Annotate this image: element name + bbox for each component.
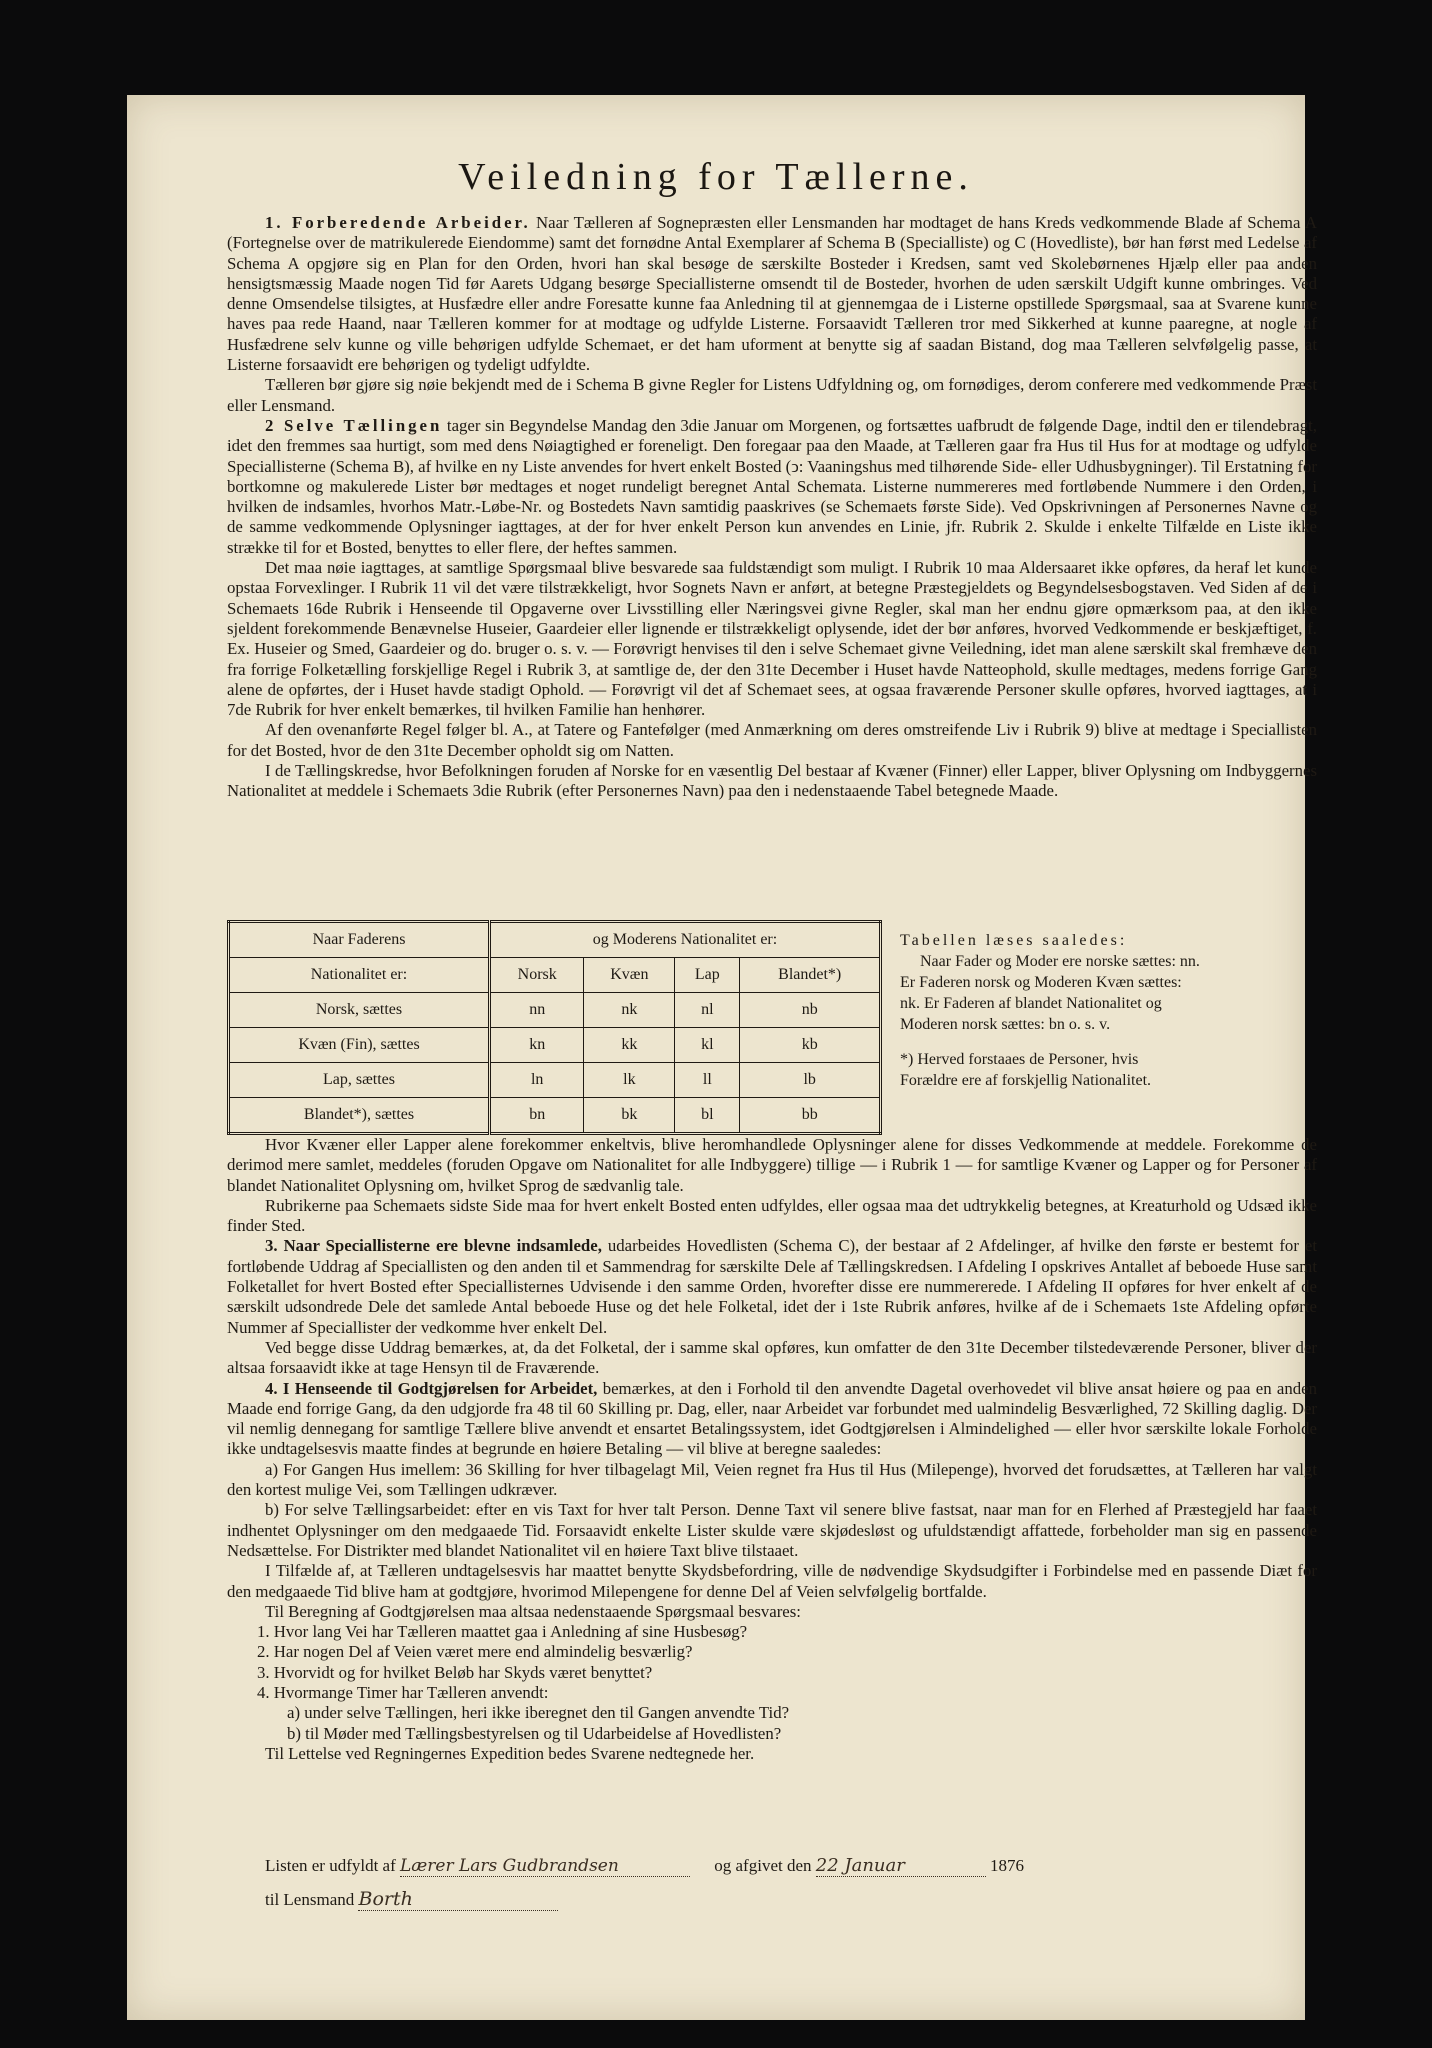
table-row-label: Kvæn (Fin), sættes	[229, 1028, 490, 1063]
table-col-header: Norsk	[490, 958, 584, 993]
nationality-table	[227, 920, 882, 1135]
table-explanation	[900, 930, 1200, 1091]
section-4-text2: I Tilfælde af, at Tælleren undtagelsesvis har maattet benytte Skydsbefordring, ville de nødvendige Skydsudgifter i Forbindelse med en passende Diæt for den medgaaede Tid blive ham at godtgjøre, hvorimod Milepengene for denne Del af Veien selvfølgelig bortfalde.	[227, 1561, 1317, 1601]
section-2-text: tager sin Begyndelse Mandag den 3die Januar om Morgenen, og fortsættes uafbrudt de følgende Dage, indtil den er tilendebragt, idet den fremmes saa hurtigt, som med dens Nøiagtighed er foreneligt. Den foregaar paa den Maade, at Tælleren gaar fra Hus til Hus for at modtage og udfylde Speciallisterne (Schema B), af hvilke en ny Liste anvendes for hvert enkelt Bosted (ↄ: Vaaningshus med tilhørende Side- eller Udhusbygninger). Til Erstatning for bortkomne og makulerede Lister bør medtages et noget rundeligt beregnet Antal Schemata. Listerne nummereres med fortløbende Nummere i den Orden, i hvilken de indsamles, hvorhos Matr.-Løbe-Nr. og Bostedets Navn samtidig paaskrives (se Schemaets første Side). Ved Opskrivningen af Personernes Navne og de samme vedkommende Oplysninger iagttages, at der for hver enkelt Person kun anvendes en Linie, jfr. Rubrik 2. Skulde i enkelte Tilfælde en Liste ikke strække til for et Bosted, benyttes to eller flere, der heftes sammen.	[227, 415, 1317, 557]
table-col-header: Kvæn	[584, 958, 675, 993]
body-text	[227, 213, 1317, 802]
section-4-text: bemærkes, at den i Forhold til den anvendte Dagetal overhovedet vil blive ansat høiere og paa en anden Maade end forrige Gang, da den udgjorde fra 48 til 60 Skilling pr. Dag, eller, naar Arbeidet var forbundet med ualmindelig Besværlighed, 72 Skilling daglig. Der vil nemlig dennegang for samtlige Tællere blive anvendt et ensartet Betalingssystem, idet Godtgjørelsen i Almindelighed — eller hvor særskilte lokale Forholde ikke undtagelsesvis maatte findes at begrunde en høiere Betaling — vil blive at beregne saaledes:	[227, 1378, 1317, 1459]
document-page	[127, 95, 1317, 2020]
section-2-text3: Af den ovenanførte Regel følger bl. A., at Tatere og Fantefølger (med Anmærkning om deres omstreifende Liv i Rubrik 9) blive at medtage i Speciallisten for det Bosted, hvor de den 31te December opholdt sig om Natten.	[227, 720, 1317, 760]
table-cell: kb	[740, 1028, 881, 1063]
table-cell: bk	[584, 1098, 675, 1134]
section-4-a: a) For Gangen Hus imellem: 36 Skilling for hver tilbagelagt Mil, Veien regnet fra Hus til Hus (Milepenge), hvorved det forudsættes, at Tælleren har valgt den kortest mulige Vei, som Tællingen udkræver.	[227, 1459, 1317, 1500]
table-cell: nb	[740, 993, 881, 1028]
lensmand-label: til Lensmand	[265, 1890, 355, 1909]
table-col-header: Lap	[675, 958, 740, 993]
body-text-lower	[227, 1135, 1317, 1764]
table-cell: ln	[490, 1063, 584, 1098]
table-row-label: Lap, sættes	[229, 1063, 490, 1098]
section-2-heading: 2 Selve Tællingen	[265, 415, 443, 435]
afgivet-label: og afgivet den	[714, 1856, 812, 1875]
table-row	[229, 1098, 881, 1134]
year: 1876	[990, 1856, 1025, 1875]
section-2-text4: I de Tællingskredse, hvor Befolkningen foruden af Norske for en væsentlig Del bestaar af Kvæner (Finner) eller Lapper, bliver Oplysning om Indbyggernes Nationalitet at meddele i Schemaets 3die Rubrik (efter Personernes Navn) paa den i nedenstaaende Tabel betegnede Maade.	[227, 761, 1317, 801]
page-title: Veiledning for Tællerne.	[458, 156, 974, 198]
section-2-text2: Det maa nøie iagttages, at samtlige Spørgsmaal blive besvarede saa fuldstændigt som muligt. I Rubrik 10 maa Aldersaaret ikke opføres, da heraf let kunde opstaa Forvexlinger. I Rubrik 11 vil det være tilstrækkeligt, hvor Sognets Navn er anført, at betegne Præstegjeldets og Begyndelsesbogstaven. Ved Siden af de i Schemaets 16de Rubrik i Henseende til Opgaverne over Livsstilling eller Næringsvei givne Regler, skal man her endnu gjøre opmærksom paa, at den ikke sjeldent forekommende Benævnelse Huseier, Gaardeier eller lignende er tilstrækkeligt oplysende, idet der bør anføres, hvorved Vedkommende er beskjæftiget, f. Ex. Huseier og Smed, Gaardeier og do. bruger o. s. v. — Forøvrigt henvises til den i selve Schemaet givne Veiledning, idet man alene særskilt skal fremhæve den fra forrige Folketælling forskjellige Regel i Rubrik 3, at samtlige de, der den 31te December i Huset havde Natteophold, skulle medtages, medens forrige Gang alene de opførtes, der i Huset havde stadigt Ophold. — Forøvrigt vil det af Schemaet sees, at ogsaa fraværende Personer skulle opføres, hvorved iagttages, at i 7de Rubrik for hver enkelt bemærkes, til hvilken Familie han henhører.	[227, 558, 1317, 720]
section-3-text: udarbeides Hovedlisten (Schema C), der bestaar af 2 Afdelinger, af hvilke den første er bestemt for et fortløbende Uddrag af Speciallisten og den anden til et Sammendrag for særskilte Dele af Tællingskredsen. I Afdeling I opskrives Antallet af beboede Huse samt Folketallet for hvert Bosted efter Speciallisternes Udvisende i den samme Orden, hvorefter disse ere nummererede. I Afdeling II opføres for hver enkelt af de særskilt udsondrede Dele det samlede Antal beboede Huse og det hele Folketal, idet der i 1ste Rubrik anføres, hvilke af de i Schemaets 1ste Afdeling opførte Nummer af Speciallister der vedkomme hver enkelt Del.	[227, 1236, 1317, 1337]
nationality-table-area	[227, 920, 1317, 1155]
afgivet-date: 22 Januar	[816, 1855, 986, 1877]
section-3-heading: 3. Naar Speciallisterne ere blevne indsamlede,	[265, 1236, 602, 1256]
table-col-header: Blandet*)	[740, 958, 881, 993]
footer-listen-row	[265, 1855, 1305, 1877]
question-item: 3. Hvorvidt og for hvilket Beløb har Skyds været benyttet?	[257, 1662, 653, 1682]
footer-lensmand-row	[265, 1888, 558, 1911]
table-cell: nk	[584, 993, 675, 1028]
section-4-text3: Til Beregning af Godtgjørelsen maa altsaa nedenstaaende Spørgsmaal besvares:	[265, 1601, 801, 1621]
table-cell: bb	[740, 1098, 881, 1134]
table-cell: nn	[490, 993, 584, 1028]
section-4-b: b) For selve Tællingsarbeidet: efter en vis Taxt for hver talt Person. Denne Taxt vil senere blive fastsat, naar man for en Flerhed af Præstegjeld har faaet indhentet Oplysninger om den medgaaede Tid. Forsaavidt enkelte Lister skulde være skjødesløst og ufuldstændigt affattede, forbeholder man sig en passende Nedsættelse. For Distrikter med blandet Nationalitet vil en høiere Taxt blive tilstaaet.	[227, 1500, 1317, 1560]
table-row-label: Norsk, sættes	[229, 993, 490, 1028]
table-header-father: Naar Faderens	[229, 922, 490, 958]
section-3-text2: Ved begge disse Uddrag bemærkes, at, da det Folketal, der i samme skal opføres, kun omfatter de den 31te December tilstedeværende Personer, bliver der altsaa forsaavidt ikke at tage Hensyn til de Fraværende.	[227, 1337, 1317, 1378]
section-1-text2: Tælleren bør gjøre sig nøie bekjendt med de i Schema B givne Regler for Listens Udfyldning og, om fornødiges, derom conferere med vedkommende Præst eller Lensmand.	[227, 375, 1317, 415]
table-row-label: Blandet*), sættes	[229, 1098, 490, 1134]
questions-list	[227, 1622, 1317, 1744]
table-header-mother: og Moderens Nationalitet er:	[490, 922, 881, 958]
table-cell: bl	[675, 1098, 740, 1134]
table-cell: bn	[490, 1098, 584, 1134]
table-cell: kl	[675, 1028, 740, 1063]
after-table-text1: Hvor Kvæner eller Lapper alene forekommer enkeltvis, blive heromhandlede Oplysninger alene for disses Vedkommende at meddele. Forekomme de derimod mere samlet, meddeles (foruden Opgave om Nationalitet for alle Indbyggere) tillige — i Rubrik 1 — for samtlige Kvæner og Lapper og for Personer af blandet Nationalitet Oplysning om, hvilket Sprog de sædvanlig tale.	[227, 1135, 1317, 1195]
lensmand-signature: Borth	[358, 1888, 558, 1911]
table-row	[229, 1028, 881, 1063]
table-header-father-nat: Nationalitet er:	[229, 958, 490, 993]
table-explanation-text: Naar Fader og Moder ere norske sættes: nn. Er Faderen norsk og Moderen Kvæn sættes: nk. Er Faderen af blandet Nationalitet og Moderen norsk sættes: bn o. s. v.	[900, 953, 1200, 1033]
table-cell: nl	[675, 993, 740, 1028]
table-row	[229, 1063, 881, 1098]
listen-signature: Lærer Lars Gudbrandsen	[400, 1856, 690, 1877]
table-cell: ll	[675, 1063, 740, 1098]
section-1-heading: 1. Forberedende Arbeider.	[265, 213, 531, 232]
table-cell: lb	[740, 1063, 881, 1098]
question-item: 1. Hvor lang Vei har Tælleren maattet gaa i Anledning af sine Husbesøg?	[257, 1622, 748, 1642]
table-row	[229, 993, 881, 1028]
table-cell: kn	[490, 1028, 584, 1063]
section-1-text: Naar Tælleren af Sognepræsten eller Lensmanden har modtaget de hans Kreds vedkommende Blade af Schema A (Fortegnelse over de matrikulerede Eiendomme) samt det fornødne Antal Exemplarer af Schema B (Specialliste) og C (Hovedliste), bør han først med Ledelse af Schema A opgjøre sig en Plan for den Orden, hvori han skal besøge de særskilte Bosteder i Kredsen, samt ved Skolebørnenes Hjælp eller paa anden hensigtsmæssig Maade nogen Tid før Aarets Udgang besørge Speciallisterne omsendt til de Bosteder, hvorhen de uden særskilt Udgift kunne ombringes. Ved denne Omsendelse tilsigtes, at Husfædre eller andre Foresatte kunne faa Anledning til at gjennemgaa de i Listerne opstillede Spørgsmaal, saa at Svarene kunne haves paa rede Haand, naar Tælleren kommer for at modtage og udfylde Listerne. Forsaavidt Tælleren tror med Sikkerhed at kunne paaregne, at nogle af Husfædrene selv kunne og ville behørigen udfylde Schemaet, er det ham uforment at benytte sig af saadan Bistand, dog maa Tælleren selvfølgelig passe, at Listerne forsaavidt ere behørigen og tydeligt udfyldte.	[227, 213, 1317, 375]
table-cell: lk	[584, 1063, 675, 1098]
closing-text: Til Lettelse ved Regningernes Expedition bedes Svarene nedtegnede her.	[265, 1743, 755, 1763]
section-4-heading: 4. I Henseende til Godtgjørelsen for Arbeidet,	[265, 1378, 598, 1398]
table-footnote: *) Herved forstaaes de Personer, hvis Forældre ere af forskjellig Nationalitet.	[900, 1051, 1152, 1089]
table-explanation-title: Tabellen læses saaledes:	[900, 932, 1128, 949]
question-item: a) under selve Tællingen, heri ikke iberegnet den til Gangen anvendte Tid?	[287, 1703, 790, 1723]
question-item: 2. Har nogen Del af Veien været mere end almindelig besværlig?	[257, 1642, 693, 1662]
table-cell: kk	[584, 1028, 675, 1063]
question-item: 4. Hvormange Timer har Tælleren anvendt:	[257, 1683, 549, 1703]
listen-label: Listen er udfyldt af	[265, 1856, 396, 1875]
question-item: b) til Møder med Tællingsbestyrelsen og til Udarbeidelse af Hovedlisten?	[287, 1723, 782, 1743]
after-table-text2: Rubrikerne paa Schemaets sidste Side maa for hvert enkelt Bosted enten udfyldes, eller ogsaa maa det udtrykkelig betegnes, at Kreaturhold og Udsæd ikke finder Sted.	[227, 1195, 1317, 1236]
